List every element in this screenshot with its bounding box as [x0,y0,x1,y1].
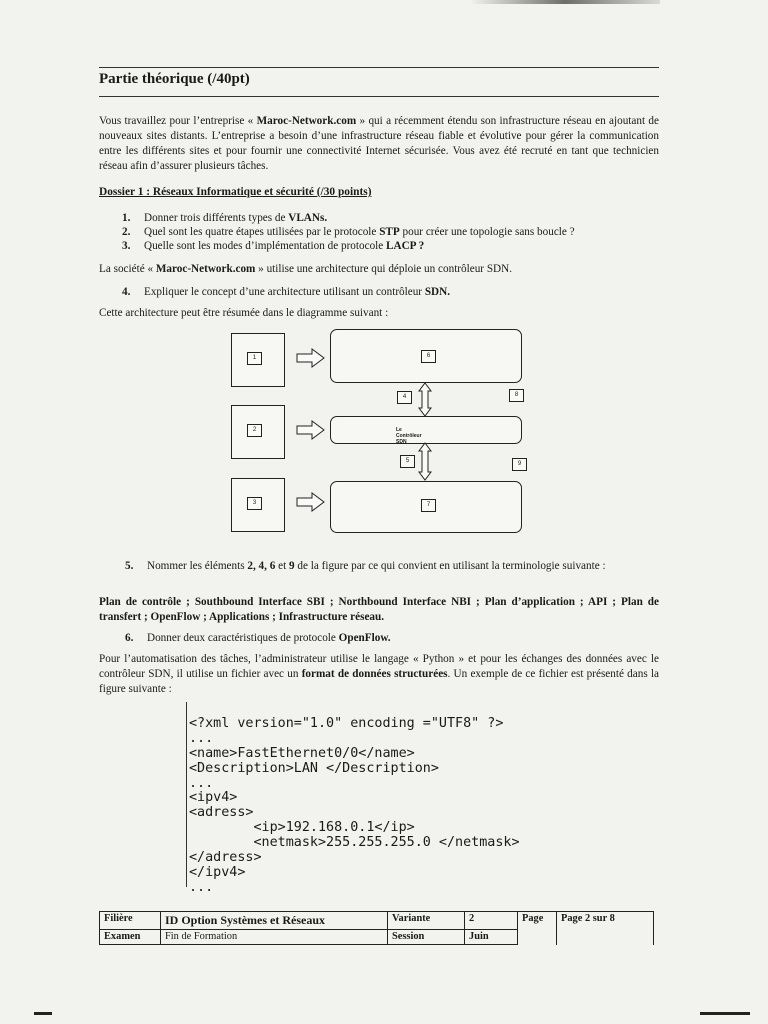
double-arrow-icon [419,383,431,416]
question-keyword: OpenFlow. [338,632,391,644]
scan-mark-right [700,1012,750,1015]
automation-text-1: Pour l’automatisation des tâches, l’administrateur utilise le langage « Python » et pour les échanges des données avec le contrôleur SDN, il utilise un fichier avec un [99,653,659,680]
label-6: 6 [421,350,436,363]
question-text: Expliquer le concept d’une architecture utilisant un contrôleur [144,286,425,298]
code-line: <name>FastEthernet0/0</name> [189,745,415,761]
scan-mark-left [34,1012,52,1015]
arrow-right-icon [297,421,324,439]
diagram-intro: Cette architecture peut être résumée dans le diagramme suivant : [99,307,389,319]
filiere-label: Filière [100,912,161,930]
filiere-value: ID Option Systèmes et Réseaux [161,912,388,930]
question-text-2: de la figure par ce qui convient en utilisant la terminologie suivante : [294,560,606,572]
question-keyword: 2, 4, 6 [247,560,276,572]
page-label: Page [518,912,557,945]
question-text: Quelle sont les modes d’implémentation de protocole [144,240,387,252]
automation-text-2: . Un exemple de ce fichier est présenté dans la figure suivante : [99,668,660,695]
code-line: ... [189,730,214,746]
intro-text-2: » qui a récemment étendu son infrastructure réseau en ajoutant de nouveaux sites distants. L’entreprise a besoin d’une infrastructure réseau fiable et évolutive pour gérer la communication entre les différents sites et pour fournir une connectivité Internet sécurisée. Vous avez été recruté en tant que technicien réseau afin d’assurer plusieurs tâches. [99,115,659,172]
question-number: 6. [125,632,134,644]
label-8: 8 [509,389,524,402]
code-line: <netmask>255.255.255.0 </netmask> [189,835,520,851]
question-keyword: STP [379,226,400,238]
label-4: 4 [397,391,412,404]
question-text: Nommer les éléments [147,560,248,572]
company-name: Maroc-Network.com [256,115,357,127]
footer-table [99,911,654,945]
code-line: <ip>192.168.0.1</ip> [189,820,415,836]
xml-code-block [186,702,520,895]
question-number: 1. [122,212,131,224]
question-keyword: LACP ? [386,240,425,252]
question-5 [125,559,660,573]
code-line: <ipv4> [189,790,238,806]
code-line: <adress> [189,805,254,821]
label-3: 3 [247,497,262,510]
label-7: 7 [421,499,436,512]
label-5: 5 [400,455,415,468]
question-number: 2. [122,226,131,238]
question-6 [125,631,391,645]
session-value: Juin [465,930,518,945]
code-line: </ipv4> [189,864,246,880]
code-line: ... [189,775,214,791]
question-text-and: et [275,560,289,572]
company-name: Maroc-Network.com [155,263,256,275]
intro-text-1: Vous travaillez pour l’entreprise « [99,115,257,127]
question-text-2: pour créer une topologie sans boucle ? [399,226,575,238]
examen-label: Examen [100,930,161,945]
code-line: ... [189,879,214,895]
question-text: Quel sont les quatre étapes utilisées par le protocole [144,226,380,238]
sdn-text-1: La société « [99,263,156,275]
question-text: Donner deux caractéristiques de protocole [147,632,339,644]
question-keyword: SDN. [424,286,451,298]
double-arrow-icon [419,443,431,480]
question-number: 4. [122,286,131,298]
structured-format-keyword: format de données structurées [301,668,448,680]
arrow-right-icon [297,493,324,511]
page-value: Page 2 sur 8 [557,912,654,945]
question-number: 3. [122,240,131,252]
dossier-heading: Dossier 1 : Réseaux Informatique et sécurité (/30 points) [99,186,372,198]
question-text: Donner trois différents types de [144,212,289,224]
variante-value: 2 [465,912,518,930]
question-number: 5. [125,560,134,572]
question-keyword: VLANs. [288,212,328,224]
automation-paragraph [99,652,659,697]
question-keyword-2: 9 [289,560,295,572]
code-line: </adress> [189,850,262,866]
code-line: <?xml version="1.0" encoding ="UTF8" ?> [189,715,504,731]
label-1: 1 [247,352,262,365]
examen-value: Fin de Formation [161,930,388,945]
variante-label: Variante [388,912,465,930]
label-9: 9 [512,458,527,471]
arrow-right-icon [297,349,324,367]
controller-label: Le Contrôleur SDN [396,427,422,445]
code-line: <Description>LAN </Description> [189,760,439,776]
section-title: Partie théorique (/40pt) [99,71,250,87]
terminology-list: Plan de contrôle ; Southbound Interface SBI ; Northbound Interface NBI ; Plan d’application ; API ; Plan de transfert ; OpenFlow ; Applications ; Infrastructure réseau. [99,596,659,623]
label-2: 2 [247,424,262,437]
sdn-text-2: » utilise une architecture qui déploie un contrôleur SDN. [255,263,512,275]
session-label: Session [388,930,465,945]
